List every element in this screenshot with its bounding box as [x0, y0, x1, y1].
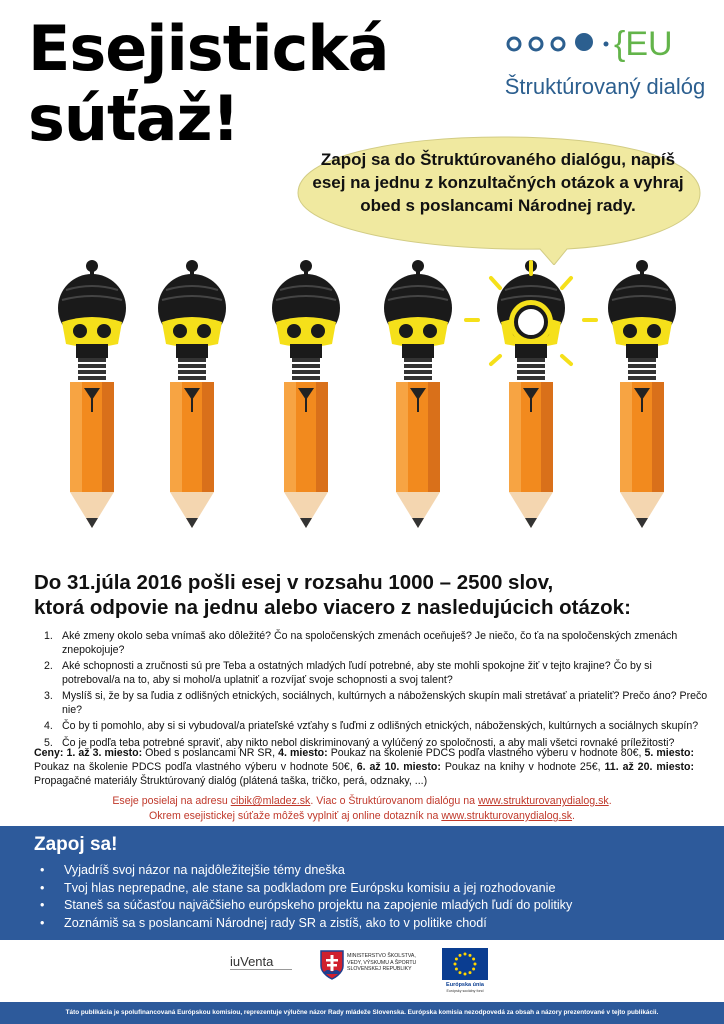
- list-item: [40, 897, 572, 915]
- intro-heading: [34, 570, 704, 620]
- question-text: Aké schopnosti a zručnosti sú pre Teba a ostatných mladých ľudí potrebné, aby ste mohli spokojne žiť v tejto krajine? Čo by si potreboval/a na to, aby si mohol/a uplatniť a rozvíjať svoje schopnosti a svoj talent?: [62, 660, 652, 686]
- contact-text: Okrem esejistickej súťaže môžeš vyplniť aj online dotazník na: [148, 810, 442, 822]
- logo-wordmark: {EU: [614, 25, 673, 62]
- list-item: [38, 630, 708, 657]
- join-item-text: Zoznámiš sa s poslancami Národnej rady SR a zistíš, ako to v politike chodí: [64, 915, 487, 930]
- logo-tagline: Štruktúrovaný dialóg: [504, 74, 706, 99]
- contact-line-1: [0, 794, 724, 809]
- ministry-line: VEDY, VÝSKUMU A ŠPORTU: [347, 959, 417, 966]
- list-item: [38, 720, 708, 734]
- bubble-text: Zapoj sa do Štruktúrovaného dialógu, napíš esej na jednu z konzultačných otázok a vyhraj obed s poslancami Národnej rady.: [312, 150, 684, 215]
- contact-info: [0, 794, 724, 824]
- question-number: 2.: [44, 660, 53, 672]
- eu-sub-label: Európsky sociálny fond: [446, 989, 484, 993]
- ministry-line: SLOVENSKEJ REPUBLIKY: [347, 966, 412, 973]
- list-item: [40, 862, 572, 880]
- bullet-icon: •: [40, 880, 45, 895]
- list-item: [38, 660, 708, 687]
- title-line-1: Esejistická: [28, 12, 389, 85]
- join-title: Zapoj sa!: [34, 834, 118, 855]
- contact-text: .: [608, 795, 612, 807]
- prize-place: 6. až 10. miesto:: [356, 761, 441, 773]
- intro-line-2: ktorá odpovie na jednu alebo viacero z nasledujúcich otázok:: [34, 596, 631, 619]
- questionnaire-link[interactable]: www.strukturovanydialog.sk: [441, 810, 573, 822]
- prize-text: Propagačné materiály Štruktúrovaný dialóg (plátená taška, tričko, perá, odznaky, ...): [34, 775, 428, 787]
- join-list: [40, 862, 572, 932]
- eu-dots-icon: [506, 22, 706, 62]
- contact-text: .: [572, 810, 575, 822]
- partner-logos: [0, 940, 724, 1002]
- ministry-label: [347, 953, 437, 973]
- question-number: 4.: [44, 720, 53, 732]
- prize-text: Poukaz na školenie PDCS podľa vlastného výberu v hodnote 80€,: [330, 747, 642, 759]
- list-item: [40, 915, 572, 933]
- iuventa-logo: [230, 954, 273, 969]
- prizes-label: Ceny:: [34, 747, 64, 759]
- list-item: [38, 690, 708, 717]
- list-item: [40, 880, 572, 898]
- prize-text: Poukaz na školenie PDCS podľa vlastného výberu v hodnote 50€,: [34, 761, 353, 773]
- eu-label: Európska únia: [446, 982, 484, 988]
- prize-text: Obed s poslancami NR SR,: [145, 747, 276, 759]
- bullet-icon: •: [40, 915, 45, 930]
- prize-place: 5. miesto:: [644, 747, 695, 759]
- website-link[interactable]: www.strukturovanydialog.sk: [477, 795, 609, 807]
- join-item-text: Vyjadríš svoj názor na najdôležitejšie témy dneška: [64, 863, 345, 877]
- bullet-icon: •: [40, 898, 45, 912]
- question-text: Čo je podľa teba potrebné spraviť, aby nikto nebol diskriminovaný a vylúčený zo spoločnosti, a aby mali všetci rovnaké príležitosti?: [62, 736, 675, 749]
- join-item-text: Staneš sa súčasťou najväčšieho európskeho projektu na zapojenie mladých ľudí do politiky: [64, 898, 573, 912]
- question-text: Čo by ti pomohlo, aby si si vybudoval/a priateľské vzťahy s ľuďmi z odlišných etnických, náboženských, kultúrnych a sociálnych skupín?: [62, 720, 699, 732]
- join-item-text: Tvoj hlas neprepadne, ale stane sa podkladom pre Európsku komisiu a jej rozhodovanie: [64, 880, 556, 895]
- question-number: 1.: [44, 630, 53, 642]
- bullet-icon: •: [40, 863, 45, 877]
- footer-disclaimer: Táto publikácia je spolufinancovaná Európskou komisiou, reprezentuje výlučne názor Rady mládeže Slovenska. Európska komisia nezodpovedá za obsah a názory prezentované v tejto publikácii.: [0, 1002, 724, 1024]
- iuventa-underline: [230, 969, 292, 972]
- eu-flag-icon: [442, 948, 488, 980]
- pencil-people-illustration: [0, 260, 724, 560]
- prize-place: 4. miesto:: [278, 747, 328, 759]
- prize-text: Poukaz na knihy v hodnote 25€,: [444, 761, 601, 773]
- join-section: [0, 826, 724, 940]
- contact-line-2: [0, 809, 724, 824]
- ministry-line: MINISTERSTVO ŠKOLSTVA,: [347, 953, 416, 959]
- slovak-crest-icon: [320, 950, 344, 980]
- question-number: 5.: [44, 736, 53, 749]
- email-link[interactable]: cibik@mladez.sk: [230, 795, 311, 807]
- iuventa-wordmark: iuVenta: [230, 954, 274, 969]
- question-text: Myslíš si, že by sa ľudia z odlišných etnických, sociálnych, kultúrnych a náboženských skupín mali stretávať a priateliť? Prečo áno? Prečo nie?: [62, 690, 708, 716]
- title-line-2: súťaž!: [28, 82, 239, 155]
- question-number: 3.: [44, 690, 53, 702]
- questions-list: [38, 630, 708, 753]
- question-text: Aké zmeny okolo seba vnímaš ako dôležité? Čo na spoločenských zmenách oceňuješ? Je niečo, čo ťa na spoločenských zmenách znepokojuje?: [62, 630, 678, 656]
- contact-text: Eseje posielaj na adresu: [112, 795, 231, 807]
- prize-place: 1. až 3. miesto:: [66, 747, 143, 759]
- prizes-paragraph: [34, 746, 694, 788]
- contact-text: . Viac o Štruktúrovanom dialógu na: [310, 795, 478, 807]
- intro-line-1: Do 31.júla 2016 pošli esej v rozsahu 1000 – 2500 slov,: [34, 571, 554, 594]
- prize-place: 11. až 20. miesto:: [604, 761, 695, 773]
